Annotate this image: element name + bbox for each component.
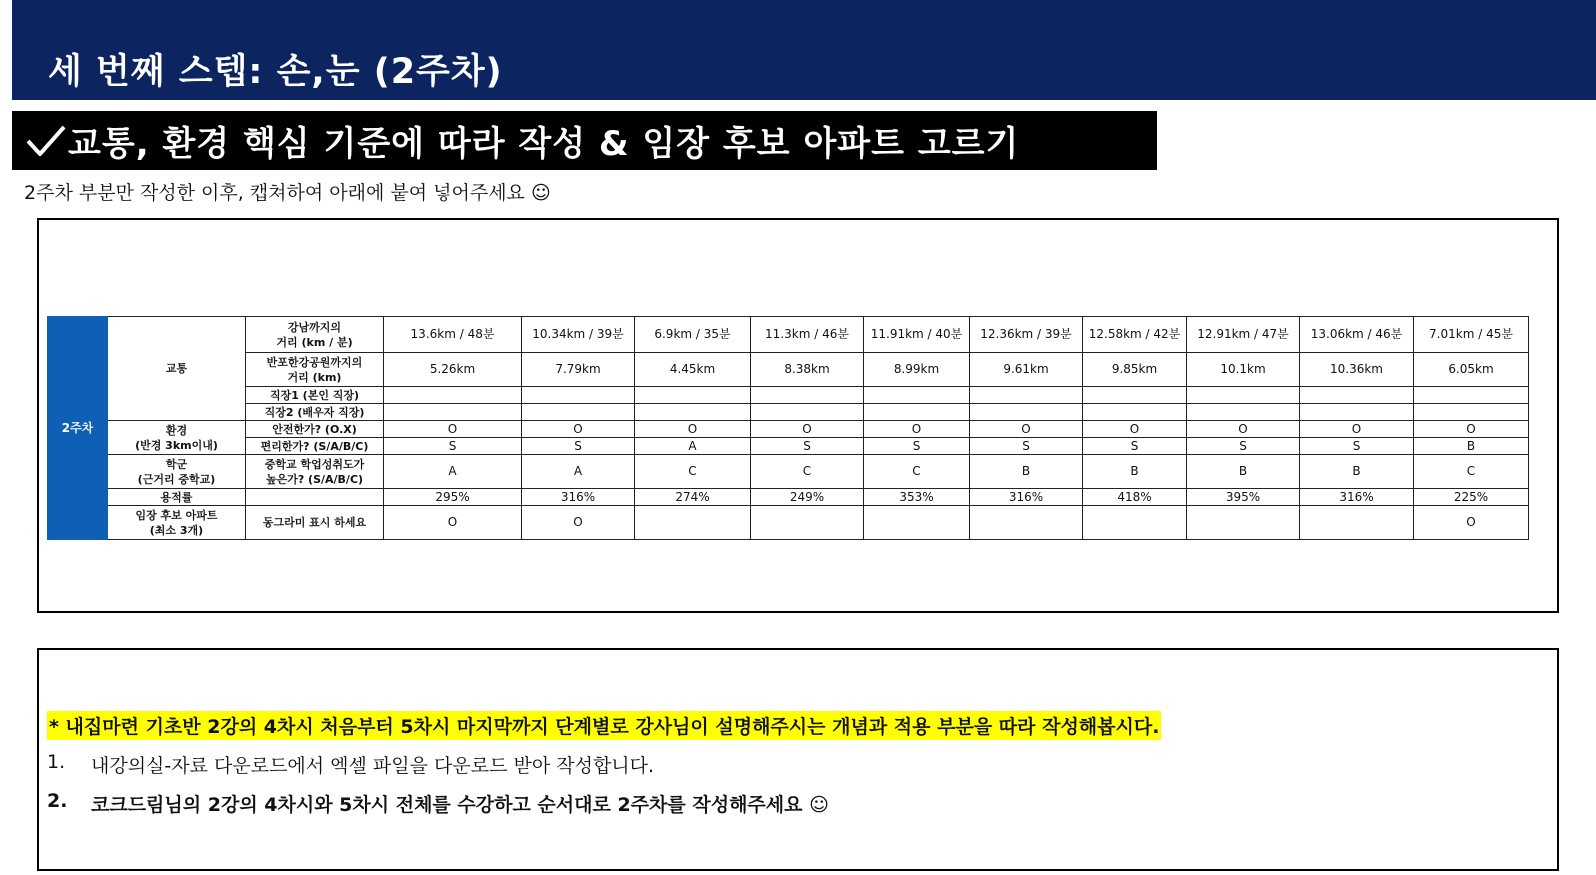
value-cell: 316% <box>522 489 635 506</box>
value-cell: 10.34km / 39분 <box>522 317 635 353</box>
value-cell: A <box>522 455 635 489</box>
criterion-cell-school-line: 중학교 학업성취도가 <box>264 457 365 471</box>
value-cell: 225% <box>1414 489 1529 506</box>
value-cell: 6.9km / 35분 <box>635 317 751 353</box>
value-cell: 418% <box>1083 489 1187 506</box>
category-cell-far: 용적률 <box>108 489 246 506</box>
list-text: 내강의실-자료 다운로드에서 엑셀 파일을 다운로드 받아 작성합니다. <box>91 755 655 777</box>
list-number: 1. <box>47 751 66 773</box>
value-cell: 8.99km <box>864 353 970 387</box>
criterion-cell-gangnam <box>246 317 384 353</box>
category-cell-school-line: 학군 <box>165 457 188 471</box>
value-cell <box>384 404 522 421</box>
value-cell: S <box>1187 438 1300 455</box>
value-cell: 316% <box>1300 489 1414 506</box>
value-cell <box>1083 404 1187 421</box>
value-cell: 395% <box>1187 489 1300 506</box>
value-cell: A <box>635 438 751 455</box>
value-cell <box>1083 506 1187 540</box>
criterion-cell-gangnam-line: 거리 (km / 분) <box>276 335 353 349</box>
value-cell: O <box>384 506 522 540</box>
category-cell-candidate-line: 임장 후보 아파트 <box>135 508 218 522</box>
value-cell: 8.38km <box>751 353 864 387</box>
page-title: 세 번째 스텝: 손,눈 (2주차) <box>48 52 503 92</box>
value-cell: A <box>384 455 522 489</box>
value-cell: 249% <box>751 489 864 506</box>
value-cell <box>751 387 864 404</box>
category-cell-candidate <box>108 506 246 540</box>
value-cell: B <box>1187 455 1300 489</box>
category-cell-environment-line: 환경 <box>165 423 188 437</box>
instruction-text: 2주차 부분만 작성한 이후, 캡쳐하여 아래에 붙여 넣어주세요 ☺ <box>24 182 551 204</box>
value-cell: C <box>1414 455 1529 489</box>
value-cell: B <box>1083 455 1187 489</box>
value-cell: 13.06km / 46분 <box>1300 317 1414 353</box>
value-cell: C <box>635 455 751 489</box>
value-cell: B <box>1414 438 1529 455</box>
criterion-cell-school <box>246 455 384 489</box>
criterion-cell-hangang-line: 거리 (km) <box>287 370 342 384</box>
criterion-cell-work1: 직장1 (본인 직장) <box>246 387 384 404</box>
value-cell: 13.6km / 48분 <box>384 317 522 353</box>
table-row <box>48 455 1529 489</box>
week-label-cell: 2주차 <box>48 317 108 540</box>
category-cell-school <box>108 455 246 489</box>
value-cell <box>1414 387 1529 404</box>
highlighted-note: * 내집마련 기초반 2강의 4차시 처음부터 5차시 마지막까지 단계별로 강사님이 설명해주시는 개념과 적용 부분을 따라 작성해봅시다. <box>47 711 1161 740</box>
value-cell: O <box>1187 421 1300 438</box>
value-cell: S <box>751 438 864 455</box>
value-cell <box>1300 387 1414 404</box>
value-cell <box>970 506 1083 540</box>
value-cell: O <box>522 421 635 438</box>
value-cell <box>1187 387 1300 404</box>
value-cell <box>384 387 522 404</box>
value-cell: 9.85km <box>1083 353 1187 387</box>
value-cell: 12.58km / 42분 <box>1083 317 1187 353</box>
value-cell: S <box>864 438 970 455</box>
value-cell <box>1300 506 1414 540</box>
value-cell <box>1414 404 1529 421</box>
value-cell: C <box>864 455 970 489</box>
value-cell: B <box>970 455 1083 489</box>
criterion-cell-convenient: 편리한가? (S/A/B/C) <box>246 438 384 455</box>
value-cell <box>522 387 635 404</box>
criterion-cell-gangnam-line: 강남까지의 <box>287 320 342 334</box>
table-row <box>48 506 1529 540</box>
banner-text: 교통, 환경 핵심 기준에 따라 작성 & 임장 후보 아파트 고르기 <box>68 124 1020 164</box>
table-row <box>48 421 1529 438</box>
table-row <box>48 387 1529 404</box>
list-item <box>47 751 654 778</box>
value-cell: 6.05km <box>1414 353 1529 387</box>
value-cell: 316% <box>970 489 1083 506</box>
value-cell <box>751 506 864 540</box>
criterion-cell-school-line: 높은가? (S/A/B/C) <box>265 472 364 486</box>
evaluation-table <box>47 316 1529 540</box>
value-cell <box>864 506 970 540</box>
value-cell <box>864 387 970 404</box>
value-cell <box>635 387 751 404</box>
value-cell <box>970 387 1083 404</box>
value-cell: O <box>1300 421 1414 438</box>
category-cell-candidate-line: (최소 3개) <box>149 523 204 537</box>
value-cell: O <box>970 421 1083 438</box>
value-cell <box>1083 387 1187 404</box>
value-cell: S <box>522 438 635 455</box>
value-cell: B <box>1300 455 1414 489</box>
list-number: 2. <box>47 790 68 812</box>
value-cell: 7.79km <box>522 353 635 387</box>
value-cell: 11.91km / 40분 <box>864 317 970 353</box>
value-cell: 274% <box>635 489 751 506</box>
criterion-cell-safe: 안전한가? (O.X) <box>246 421 384 438</box>
category-cell-environment <box>108 421 246 455</box>
value-cell: 353% <box>864 489 970 506</box>
value-cell: 7.01km / 45분 <box>1414 317 1529 353</box>
screenshot-paste-box <box>37 218 1559 613</box>
value-cell: S <box>970 438 1083 455</box>
value-cell <box>864 404 970 421</box>
table-row <box>48 404 1529 421</box>
table-row <box>48 353 1529 387</box>
value-cell: 12.91km / 47분 <box>1187 317 1300 353</box>
value-cell <box>635 404 751 421</box>
value-cell <box>1187 404 1300 421</box>
value-cell <box>635 506 751 540</box>
value-cell: 295% <box>384 489 522 506</box>
value-cell: O <box>635 421 751 438</box>
value-cell: 4.45km <box>635 353 751 387</box>
category-cell-school-line: (근거리 중학교) <box>137 472 216 486</box>
value-cell: O <box>522 506 635 540</box>
value-cell: C <box>751 455 864 489</box>
table-row <box>48 489 1529 506</box>
list-text: 코크드림님의 2강의 4차시와 5차시 전체를 수강하고 순서대로 2주차를 작성해주세요 ☺ <box>91 794 829 816</box>
criterion-cell-empty <box>246 489 384 506</box>
value-cell: 10.1km <box>1187 353 1300 387</box>
criterion-cell-mark: 동그라미 표시 하세요 <box>246 506 384 540</box>
value-cell: 5.26km <box>384 353 522 387</box>
value-cell: O <box>1083 421 1187 438</box>
list-item <box>47 790 829 817</box>
value-cell: O <box>864 421 970 438</box>
criterion-cell-hangang <box>246 353 384 387</box>
value-cell: O <box>751 421 864 438</box>
value-cell <box>522 404 635 421</box>
value-cell: O <box>1414 421 1529 438</box>
value-cell <box>1187 506 1300 540</box>
value-cell: 10.36km <box>1300 353 1414 387</box>
section-banner <box>12 111 1157 170</box>
value-cell: S <box>384 438 522 455</box>
value-cell <box>751 404 864 421</box>
table-row <box>48 438 1529 455</box>
criterion-cell-hangang-line: 반포한강공원까지의 <box>266 355 363 369</box>
notes-box <box>37 648 1559 871</box>
value-cell: S <box>1083 438 1187 455</box>
value-cell <box>1300 404 1414 421</box>
criterion-cell-work2: 직장2 (배우자 직장) <box>246 404 384 421</box>
value-cell: O <box>1414 506 1529 540</box>
checkmark-icon <box>24 121 68 161</box>
value-cell: S <box>1300 438 1414 455</box>
value-cell <box>970 404 1083 421</box>
category-cell-environment-line: (반경 3km이내) <box>135 438 218 452</box>
value-cell: 9.61km <box>970 353 1083 387</box>
table-body <box>48 317 1529 540</box>
value-cell: O <box>384 421 522 438</box>
value-cell: 12.36km / 39분 <box>970 317 1083 353</box>
category-cell-traffic: 교통 <box>108 317 246 421</box>
value-cell: 11.3km / 46분 <box>751 317 864 353</box>
table-row <box>48 317 1529 353</box>
